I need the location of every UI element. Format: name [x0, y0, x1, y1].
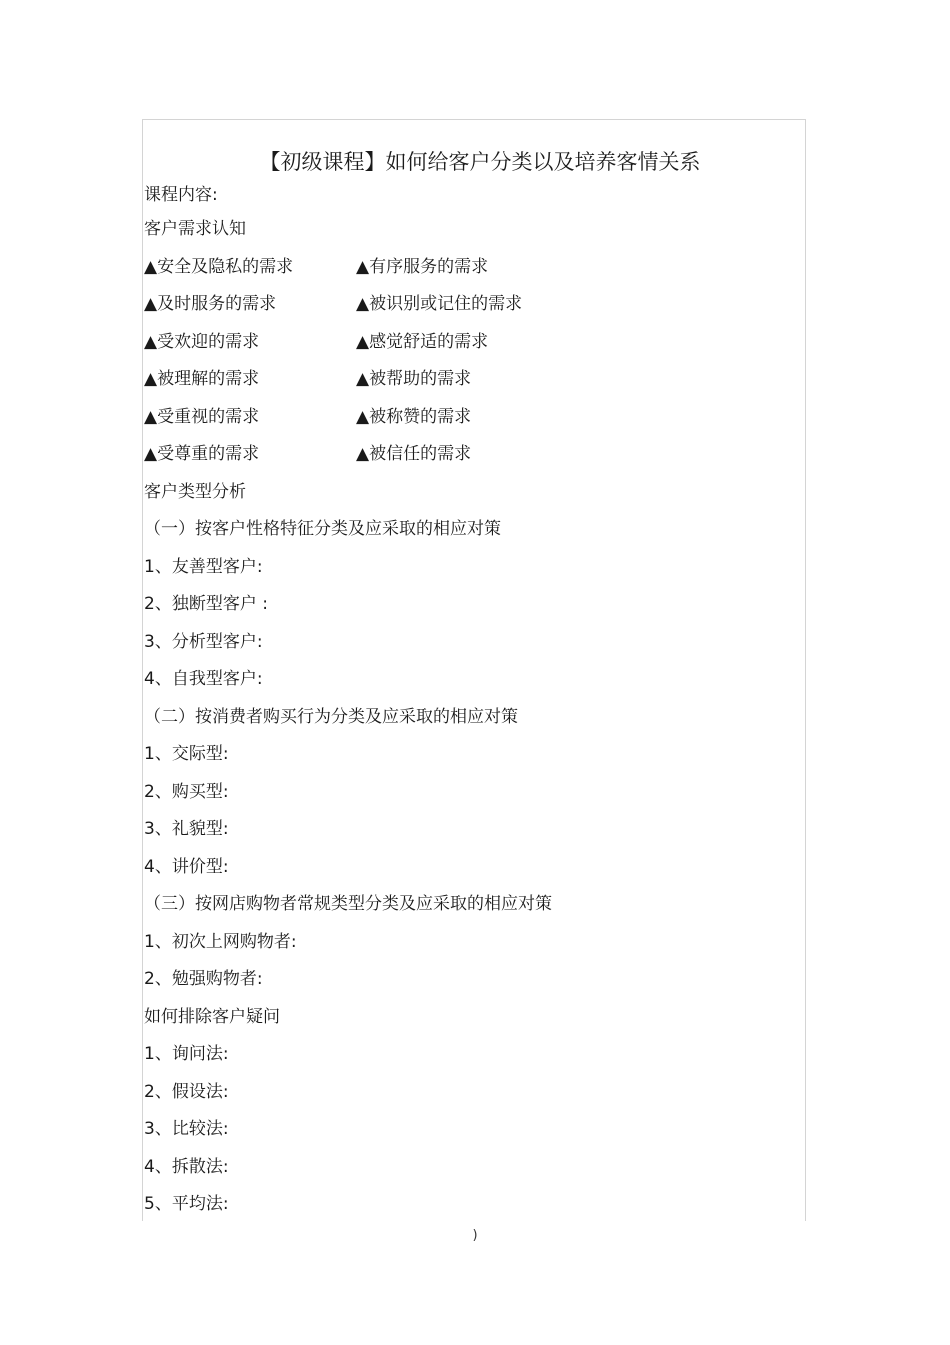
- list-item: 5、平均法:: [144, 1194, 229, 1214]
- needs-row: [144, 286, 804, 324]
- need-item: ▲被识别或记住的需求: [356, 294, 523, 314]
- needs-row: [144, 399, 804, 437]
- list-item: 2、购买型:: [144, 781, 229, 802]
- need-item: ▲被信任的需求: [356, 444, 472, 464]
- section-heading-customer-types: 客户类型分析: [144, 481, 246, 502]
- list-item: 3、分析型客户:: [144, 631, 263, 652]
- need-item: ▲有序服务的需求: [356, 256, 489, 277]
- section-heading-objections: 如何排除客户疑问: [144, 1006, 280, 1027]
- needs-row: [144, 436, 804, 474]
- list-item: 2、勉强购物者:: [144, 969, 263, 989]
- needs-row: [144, 361, 804, 399]
- list-item: 3、礼貌型:: [144, 819, 229, 839]
- group-title: （三）按网店购物者常规类型分类及应采取的相应对策: [144, 894, 552, 914]
- needs-row: [144, 249, 804, 287]
- need-item: ▲受尊重的需求: [144, 444, 260, 464]
- document-body: [144, 145, 804, 1224]
- list-item: 1、交际型:: [144, 744, 229, 764]
- need-item: ▲受欢迎的需求: [144, 331, 260, 352]
- need-item: ▲安全及隐私的需求: [144, 256, 294, 277]
- need-item: ▲受重视的需求: [144, 406, 260, 427]
- list-item: 1、询问法:: [144, 1044, 229, 1064]
- page-footer-mark: ): [472, 1228, 478, 1243]
- need-item: ▲被称赞的需求: [356, 406, 472, 427]
- list-item: 2、独断型客户 :: [144, 594, 268, 614]
- list-item: 1、友善型客户:: [144, 556, 263, 577]
- document-title: 【初级课程】如何给客户分类以及培养客情关系: [259, 150, 701, 174]
- needs-row: [144, 324, 804, 362]
- list-item: 4、拆散法:: [144, 1156, 229, 1177]
- list-item: 4、讲价型:: [144, 856, 229, 877]
- group-title: （一）按客户性格特征分类及应采取的相应对策: [144, 519, 501, 539]
- list-item: 2、假设法:: [144, 1081, 229, 1102]
- need-item: ▲感觉舒适的需求: [356, 331, 489, 352]
- need-item: ▲被理解的需求: [144, 369, 260, 389]
- group-title: （二）按消费者购买行为分类及应采取的相应对策: [144, 706, 518, 727]
- list-item: 4、自我型客户:: [144, 669, 263, 689]
- need-item: ▲被帮助的需求: [356, 369, 472, 389]
- list-item: 3、比较法:: [144, 1119, 229, 1139]
- need-item: ▲及时服务的需求: [144, 294, 277, 314]
- section-heading-needs: 客户需求认知: [144, 219, 246, 239]
- list-item: 1、初次上网购物者:: [144, 931, 297, 952]
- course-content-label: 课程内容:: [144, 185, 218, 205]
